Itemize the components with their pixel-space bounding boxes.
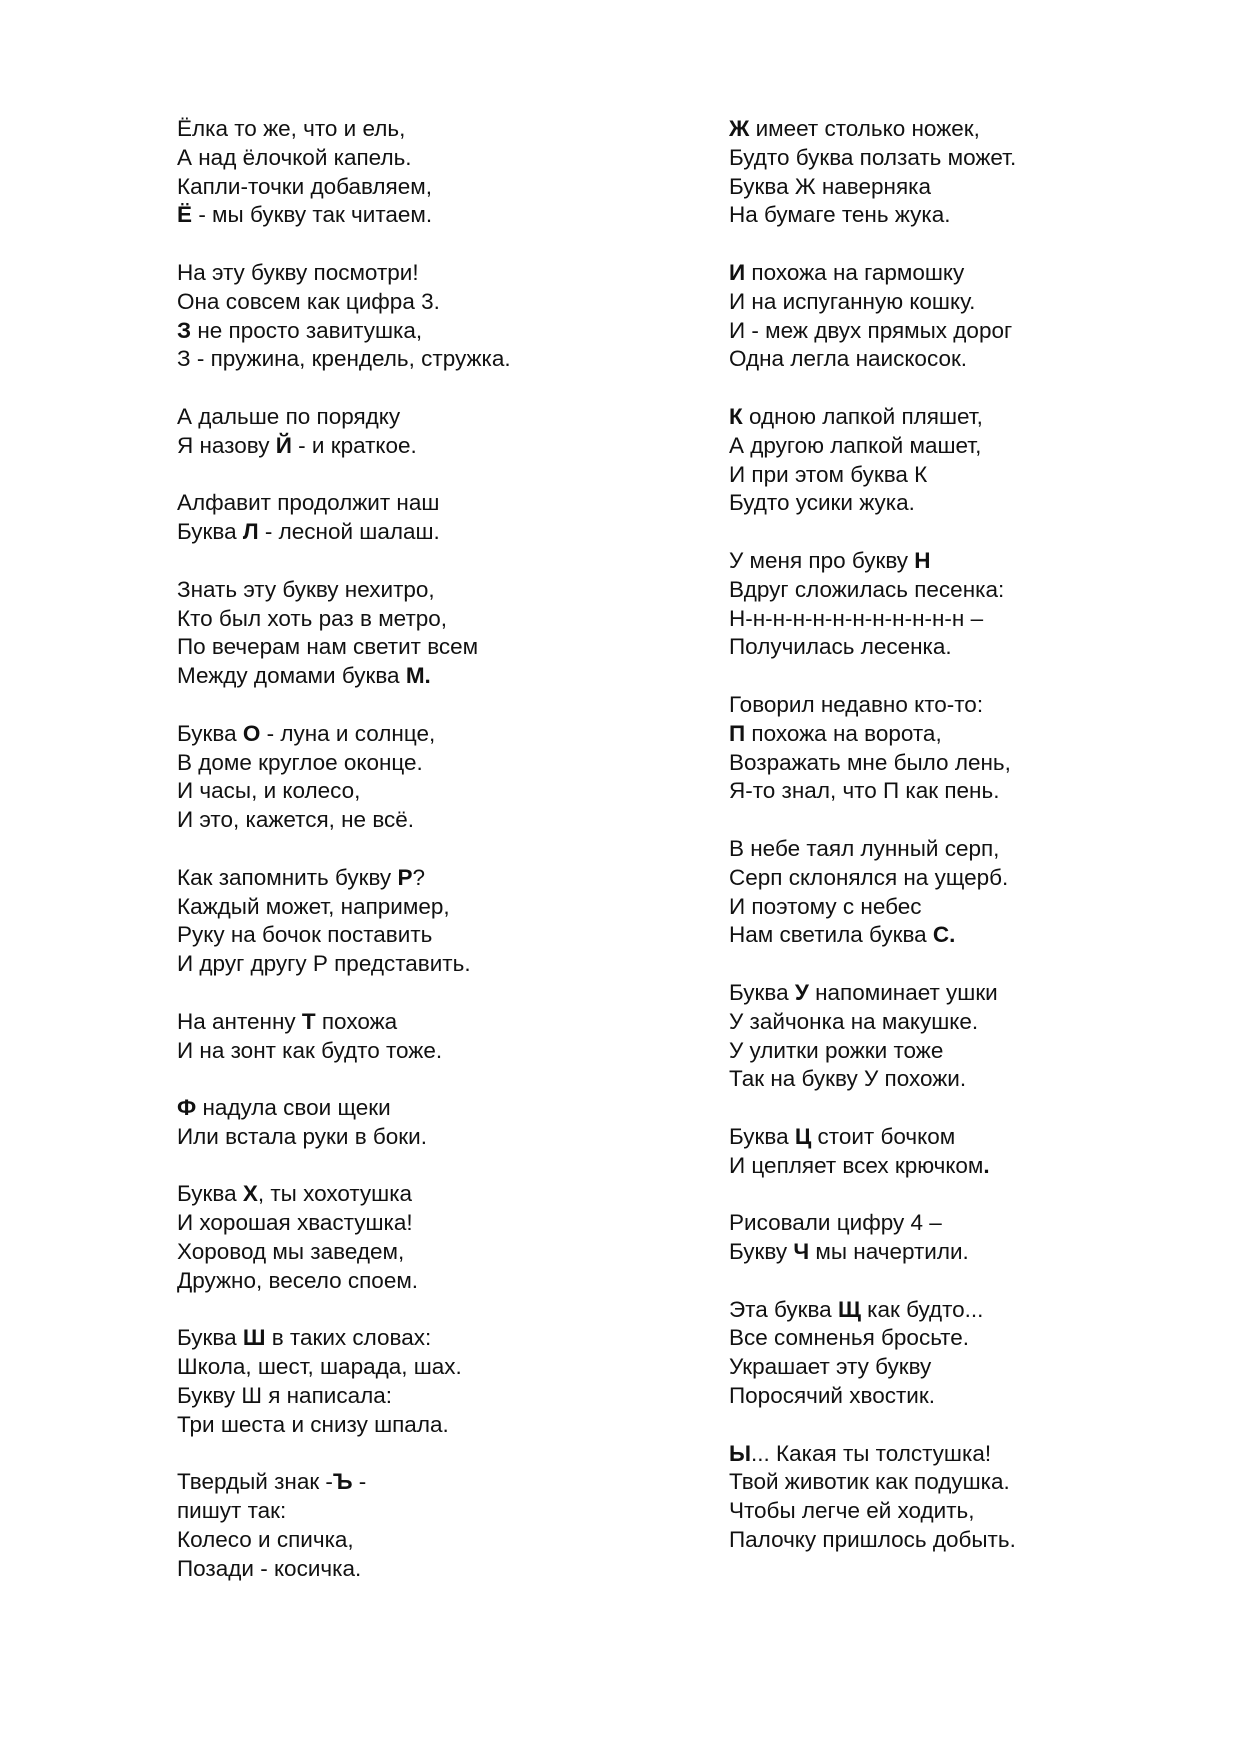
poem-line [729,115,1199,144]
line-text: Между домами буква [177,663,406,689]
line-text: ? [412,864,425,890]
poem-line [729,720,1199,749]
highlighted-letter: И [729,259,746,285]
stanza [729,115,1199,230]
poem-line [177,576,647,605]
poem-line [729,201,1199,230]
poem-line [729,921,1199,950]
line-text: Буква [177,720,243,746]
line-text: И при этом буква К [729,461,928,487]
line-text: И цепляет всех крючком [729,1152,984,1178]
line-text: как будто... [860,1296,984,1322]
poem-line [177,893,647,922]
poem-line [177,1267,647,1296]
highlighted-letter: Щ [837,1296,861,1322]
line-text: Три шеста и снизу шпала. [177,1411,449,1437]
line-text: И - меж двух прямых дорог [729,317,1013,343]
line-text: - лесной шалаш. [258,519,440,545]
poem-line [729,345,1199,374]
stanza [177,720,647,835]
line-text: Вдруг сложилась песенка: [729,576,1005,602]
poem-line [177,1353,647,1382]
poem-line [729,864,1199,893]
poem-line [177,201,647,230]
line-text: Колесо и спичка, [177,1527,354,1553]
poem-line [729,1123,1199,1152]
highlighted-letter: Х [242,1181,258,1207]
highlighted-letter: Н [914,547,931,573]
line-text: мы начертили. [809,1239,969,1265]
highlighted-letter: С. [932,922,956,948]
highlighted-letter: . [983,1152,990,1178]
poem-line [729,777,1199,806]
line-text: Твой животик как подушка. [729,1469,1010,1495]
highlighted-letter: П [729,720,746,746]
line-text: А дальше по порядку [177,403,401,429]
line-text: На бумаге тень жука. [729,202,951,228]
line-text: Буква Ж наверняка [729,173,931,199]
line-text: надула свои щеки [196,1095,391,1121]
poem-line [729,1008,1199,1037]
line-text: И часы, и колесо, [177,778,361,804]
line-text: Говорил недавно кто-то: [729,691,984,717]
poem-line [177,518,647,547]
line-text: И поэтому с небес [729,893,922,919]
line-text: Чтобы легче ей ходить, [729,1498,975,1524]
line-text: Так на букву У похожи. [729,1066,967,1092]
poem-line [729,1037,1199,1066]
poem-line [177,749,647,778]
stanza [177,259,647,374]
poem-line [177,489,647,518]
line-text: не просто завитушка, [191,317,423,343]
poem-line [729,1440,1199,1469]
highlighted-letter: З [177,317,192,343]
line-text: Рисовали цифру 4 – [729,1210,942,1236]
line-text: ... Какая ты толстушка! [751,1440,992,1466]
line-text: - [352,1469,367,1495]
poem-line [729,461,1199,490]
poem-line [177,1037,647,1066]
poem-line [729,893,1199,922]
line-text: И друг другу Р представить. [177,951,471,977]
stanza [177,576,647,691]
poem-line [729,835,1199,864]
poem-line [729,1065,1199,1094]
poem-line [729,259,1199,288]
poem-line [729,1324,1199,1353]
line-text: Алфавит продолжит наш [177,490,440,516]
highlighted-letter: Ц [794,1123,812,1149]
poem-line [177,1209,647,1238]
poem-line [177,1468,647,1497]
poem-line [729,432,1199,461]
stanza [729,259,1199,374]
stanza [729,403,1199,518]
line-text: Кто был хоть раз в метро, [177,605,448,631]
poem-line [729,1296,1199,1325]
line-text: А над ёлочкой капель. [177,144,412,170]
line-text: Каждый может, например, [177,893,450,919]
poem-line [177,144,647,173]
poem-line [177,115,647,144]
line-text: Нам светила буква [729,922,933,948]
poem-line [729,489,1199,518]
poem-line [729,633,1199,662]
poem-line [729,1468,1199,1497]
poem-line [177,1238,647,1267]
line-text: Серп склонялся на ущерб. [729,864,1009,890]
poem-line [177,1123,647,1152]
poem-line [729,547,1199,576]
stanza [177,1468,647,1583]
line-text: Будто усики жука. [729,490,915,516]
stanza [177,115,647,230]
line-text: А другою лапкой машет, [729,432,982,458]
highlighted-letter: Ф [177,1095,197,1121]
right-column [729,115,1199,1584]
poem-line [729,1526,1199,1555]
poem-line [729,1353,1199,1382]
poem-line [177,1497,647,1526]
highlighted-letter: У [794,979,809,1005]
poem-line [729,691,1199,720]
stanza [729,979,1199,1094]
poem-line [729,317,1199,346]
highlighted-letter: Ё [177,202,193,228]
line-text: У улитки рожки тоже [729,1037,944,1063]
highlighted-letter: О [242,720,261,746]
poem-line [729,288,1199,317]
highlighted-letter: Й [275,432,292,458]
poem-line [729,1238,1199,1267]
poem-line [177,605,647,634]
line-text: - и краткое. [291,432,417,458]
poem-line [729,605,1199,634]
poem-line [177,1411,647,1440]
line-text: Поросячий хвостик. [729,1383,935,1409]
poem-line [177,662,647,691]
line-text: Позади - косичка. [177,1555,362,1581]
line-text: Школа, шест, шарада, шах. [177,1354,462,1380]
poem-line [177,1094,647,1123]
stanza [177,1180,647,1295]
stanza [729,1209,1199,1267]
stanza [177,403,647,461]
line-text: Капли-точки добавляем, [177,173,432,199]
line-text: По вечерам нам светит всем [177,634,479,660]
line-text: Ёлка то же, что и ель, [177,116,406,141]
line-text: похожа на гармошку [745,259,965,285]
poem-line [729,749,1199,778]
line-text: Она совсем как цифра 3. [177,288,440,314]
line-text: Я назову [177,432,276,458]
line-text: - мы букву так читаем. [192,202,433,228]
stanza [729,1440,1199,1555]
line-text: стоит бочком [811,1123,956,1149]
line-text: Букву [729,1239,794,1265]
line-text: В небе таял лунный серп, [729,835,1000,861]
line-text: Палочку пришлось добыть. [729,1527,1016,1553]
highlighted-letter: К [729,403,743,429]
line-text: И хорошая хвастушка! [177,1210,413,1236]
poem-line [729,576,1199,605]
poem-line [177,777,647,806]
poem-line [729,1152,1199,1181]
poem-line [177,1324,647,1353]
stanza [729,547,1199,662]
poem-line [177,806,647,835]
line-text: Н-н-н-н-н-н-н-н-н-н-н-н – [729,605,984,631]
line-text: Букву Ш я написала: [177,1383,392,1409]
poem-line [177,1555,647,1584]
line-text: похожа на ворота, [745,720,942,746]
line-text: , ты хохотушка [257,1181,413,1207]
line-text: - луна и солнце, [260,720,436,746]
poem-line [177,403,647,432]
line-text: имеет столько ножек, [749,116,980,141]
poem-line [177,1008,647,1037]
highlighted-letter: Ж [729,116,750,141]
line-text: И на зонт как будто тоже. [177,1037,443,1063]
line-text: У меня про букву [729,547,915,573]
left-column [177,115,647,1612]
line-text: Будто буква ползать может. [729,144,1017,170]
line-text: в таких словах: [265,1325,432,1351]
line-text: одною лапкой пляшет, [742,403,983,429]
highlighted-letter: Т [301,1008,316,1034]
line-text: На эту букву посмотри! [177,259,419,285]
poem-line [729,1497,1199,1526]
stanza [729,691,1199,806]
poem-line [177,1180,647,1209]
poem-line [177,864,647,893]
line-text: Руку на бочок поставить [177,922,433,948]
line-text: Или встала руки в боки. [177,1123,427,1149]
stanza [729,835,1199,950]
poem-line [729,979,1199,1008]
highlighted-letter: Ы [729,1440,752,1466]
line-text: пишут так: [177,1498,287,1524]
poem-line [177,1382,647,1411]
poem-line [177,173,647,202]
highlighted-letter: Ш [242,1325,266,1351]
line-text: У зайчонка на макушке. [729,1008,979,1034]
highlighted-letter: М. [405,663,431,689]
stanza [177,489,647,547]
stanza [177,1324,647,1439]
line-text: З - пружина, крендель, стружка. [177,346,511,372]
line-text: Украшает эту букву [729,1354,932,1380]
line-text: похожа [315,1008,398,1034]
line-text: Как запомнить букву [177,864,398,890]
line-text: Возражать мне было лень, [729,749,1011,775]
line-text: Все сомненья бросьте. [729,1325,969,1351]
poem-line [729,173,1199,202]
poem-line [729,1209,1199,1238]
line-text: Твердый знак - [177,1469,333,1495]
line-text: Буква [177,1325,243,1351]
poem-line [177,633,647,662]
stanza [729,1123,1199,1181]
poem-line [177,950,647,979]
poem-line [729,1382,1199,1411]
poem-line [177,288,647,317]
stanza [177,1008,647,1066]
line-text: Хоровод мы заведем, [177,1239,405,1265]
line-text: напоминает ушки [808,979,998,1005]
poem-line [177,317,647,346]
line-text: Буква [729,1123,795,1149]
poem-line [729,403,1199,432]
poem-line [177,1526,647,1555]
line-text: Дружно, весело споем. [177,1267,419,1293]
line-text: Эта буква [729,1296,838,1322]
highlighted-letter: Ъ [332,1469,353,1495]
line-text: Буква [729,979,795,1005]
line-text: В доме круглое оконце. [177,749,423,775]
poem-line [177,720,647,749]
line-text: И это, кажется, не всё. [177,807,415,833]
line-text: На антенну [177,1008,302,1034]
line-text: Знать эту букву нехитро, [177,576,435,602]
poem-line [729,144,1199,173]
poem-line [177,259,647,288]
line-text: И на испуганную кошку. [729,288,976,314]
highlighted-letter: Р [397,864,413,890]
line-text: Я-то знал, что П как пень. [729,778,1000,804]
line-text: Буква [177,519,243,545]
poem-line [177,921,647,950]
poem-line [177,432,647,461]
stanza [177,864,647,979]
line-text: Получилась лесенка. [729,634,952,660]
highlighted-letter: Ч [793,1239,810,1265]
stanza [729,1296,1199,1411]
poem-line [177,345,647,374]
highlighted-letter: Л [242,519,259,545]
stanza [177,1094,647,1152]
line-text: Одна легла наискосок. [729,346,968,372]
line-text: Буква [177,1181,243,1207]
